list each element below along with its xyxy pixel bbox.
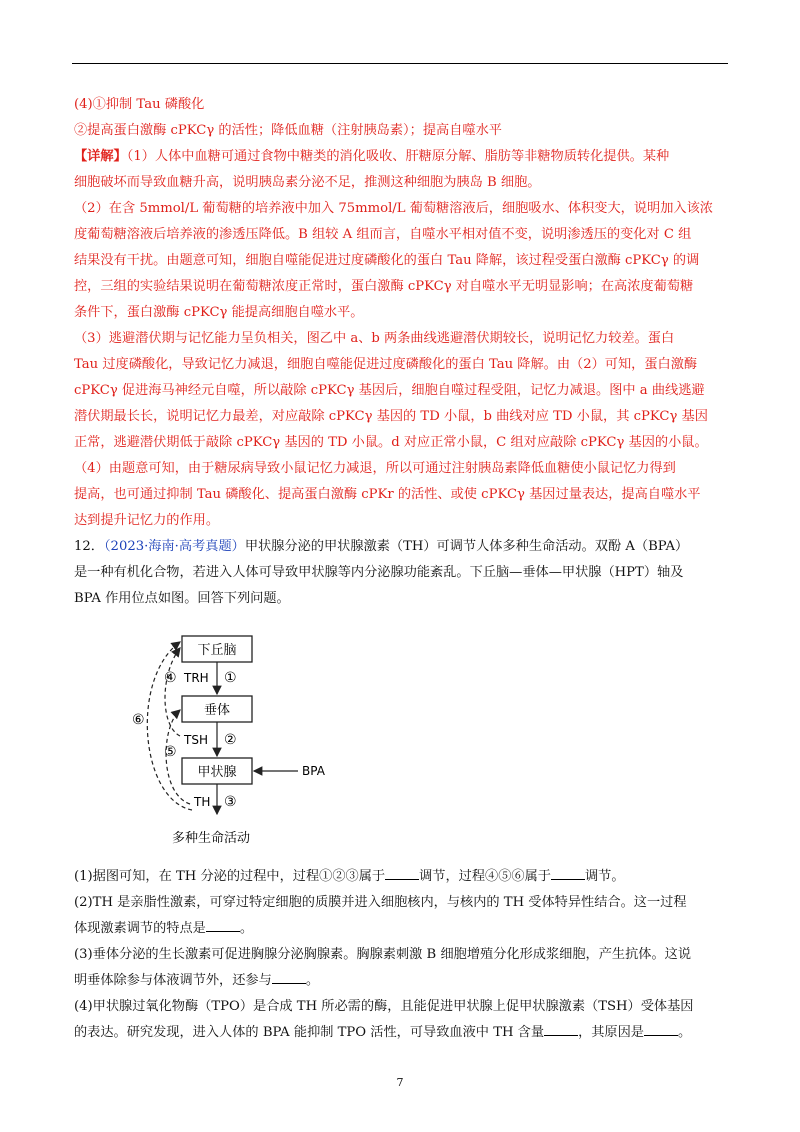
step-1-label: ①	[224, 670, 237, 686]
explanation-p1-line2: 细胞破坏而导致血糖升高，说明胰岛素分泌不足，推测这种细胞为胰岛 B 细胞。	[74, 175, 541, 190]
answer-blank-1[interactable]	[385, 865, 419, 880]
answer-blank-5[interactable]	[544, 1021, 578, 1036]
explanation-p1-line1: 【详解】（1）人体中血糖可通过食物中糖类的消化吸收、肝糖原分解、脂肪等非糖物质转化提供。某种	[74, 149, 670, 164]
subquestion-4-line2: 的表达。研究发现，进入人体的 BPA 能抑制 TPO 活性，可导致血液中 TH 含量 ，其原因是 。	[74, 1020, 728, 1046]
explanation-p2-line3: 结果没有干扰。由题意可知，细胞自噬能促进过度磷酸化的蛋白 Tau 降解，该过程受蛋白激酶 cPKCγ 的调	[74, 253, 700, 268]
explanation-p3-line2: Tau 过度磷酸化，导致记忆力减退，细胞自噬能促进过度磷酸化的蛋白 Tau 降解。由（2）可知，蛋白激酶	[74, 357, 698, 372]
bpa-label: BPA	[302, 764, 325, 778]
page-number: 7	[396, 1076, 404, 1089]
feedback-4-path	[165, 648, 180, 736]
answer-blank-2[interactable]	[551, 865, 585, 880]
explanation-p4-line1: （4）由题意可知，由于糖尿病导致小鼠记忆力减退，所以可通过注射胰岛素降低血糖使小鼠记忆力得到	[74, 461, 676, 476]
subquestion-3-line2: 明垂体除参与体液调节外，还参与 。	[74, 968, 728, 994]
hpt-axis-diagram	[74, 618, 728, 858]
answer-blank-3[interactable]	[206, 917, 240, 932]
explanation-p4-line3: 达到提升记忆力的作用。	[74, 513, 220, 528]
subquestion-4-line1: (4)甲状腺过氧化物酶（TPO）是合成 TH 所必需的酶，且能促进甲状腺上促甲状腺激素（TSH）受体基因	[74, 999, 694, 1014]
answer-part4-line2: ②提高蛋白激酶 cPKCγ 的活性；降低血糖（注射胰岛素）；提高自噬水平	[74, 123, 502, 138]
subquestion-3-line1: (3)垂体分泌的生长激素可促进胸腺分泌胸腺素。胸腺素刺激 B 细胞增殖分化形成浆细胞，产生抗体。这说	[74, 947, 692, 962]
hpt-axis-svg	[120, 618, 380, 854]
subquestion-2-line1: (2)TH 是亲脂性激素，可穿过特定细胞的质膜并进入细胞核内，与核内的 TH 受体特异性结合。这一过程	[74, 895, 687, 910]
step-4-label: ④	[164, 670, 177, 686]
step-3-label: ③	[224, 794, 237, 810]
explanation-p3-line3: cPKCγ 促进海马神经元自噬，所以敲除 cPKCγ 基因后，细胞自噬过程受阻，记忆力减退。图中 a 曲线逃避	[74, 383, 705, 398]
pituitary-label: 垂体	[203, 703, 231, 718]
explanation-p3-line4: 潜伏期最长长，说明记忆力最差，对应敲除 cPKCγ 基因的 TD 小鼠，b 曲线对应 TD 小鼠，其 cPKCγ 基因	[74, 409, 708, 424]
explanation-p2-line1: （2）在含 5mmol/L 葡萄糖的培养液中加入 75mmol/L 葡萄糖溶液后，细胞吸水、体积变大，说明加入该浓	[74, 201, 713, 216]
answer-blank-6[interactable]	[644, 1021, 678, 1036]
explanation-p4-line2: 提高，也可通过抑制 Tau 磷酸化、提高蛋白激酶 cPKr 的活性、或使 cPKCγ 基因过量表达，提高自噬水平	[74, 487, 701, 502]
trh-label: TRH	[184, 671, 209, 685]
question-stem-line1: 12．（2023·海南·高考真题）甲状腺分泌的甲状腺激素（TH）可调节人体多种生命活动。双酚 A（BPA）	[74, 539, 689, 554]
question-number: 12．	[74, 539, 104, 554]
explanation-label: 【详解】	[74, 149, 127, 164]
explanation-p2-line5: 条件下，蛋白激酶 cPKCγ 能提高细胞自噬水平。	[74, 305, 364, 320]
page-content	[74, 92, 728, 1046]
explanation-p3-line1: （3）逃避潜伏期与记忆能力呈负相关，图乙中 a、b 两条曲线逃避潜伏期较长，说明记忆力较差。蛋白	[74, 331, 675, 346]
subquestion-1: (1)据图可知，在 TH 分泌的过程中，过程①②③属于 调节，过程④⑤⑥属于 调节。	[74, 864, 728, 890]
subquestion-2-line2: 体现激素调节的特点是 。	[74, 916, 728, 942]
explanation-p2-line2: 度葡萄糖溶液后培养液的渗透压降低。B 组较 A 组而言，自噬水平相对值不变，说明渗透压的变化对 C 组	[74, 227, 692, 242]
step-6-label: ⑥	[132, 712, 145, 728]
question-stem-line3: BPA 作用位点如图。回答下列问题。	[74, 591, 290, 606]
question-source: （2023·海南·高考真题）	[103, 539, 245, 554]
question-stem-line2: 是一种有机化合物，若进入人体可导致甲状腺等内分泌腺功能紊乱。下丘脑—垂体—甲状腺（HPT）轴及	[74, 565, 684, 580]
hypothalamus-label: 下丘脑	[197, 643, 237, 658]
step-2-label: ②	[224, 732, 237, 748]
tsh-label: TSH	[184, 733, 208, 747]
thyroid-label: 甲状腺	[197, 765, 237, 780]
answer-part4-line1: (4)①抑制 Tau 磷酸化	[74, 97, 205, 112]
explanation-p3-line5: 正常，逃避潜伏期低于敲除 cPKCγ 基因的 TD 小鼠。d 对应正常小鼠，C 组对应敲除 cPKCγ 基因的小鼠。	[74, 435, 708, 450]
answer-blank-4[interactable]	[272, 969, 306, 984]
effect-label: 多种生命活动	[172, 831, 251, 846]
explanation-p2-line4: 控，三组的实验结果说明在葡萄糖浓度正常时，蛋白激酶 cPKCγ 对自噬水平无明显影响；在高浓度葡萄糖	[74, 279, 694, 294]
th-label: TH	[194, 795, 211, 809]
step-5-label: ⑤	[164, 744, 177, 760]
header-rule	[72, 63, 728, 64]
